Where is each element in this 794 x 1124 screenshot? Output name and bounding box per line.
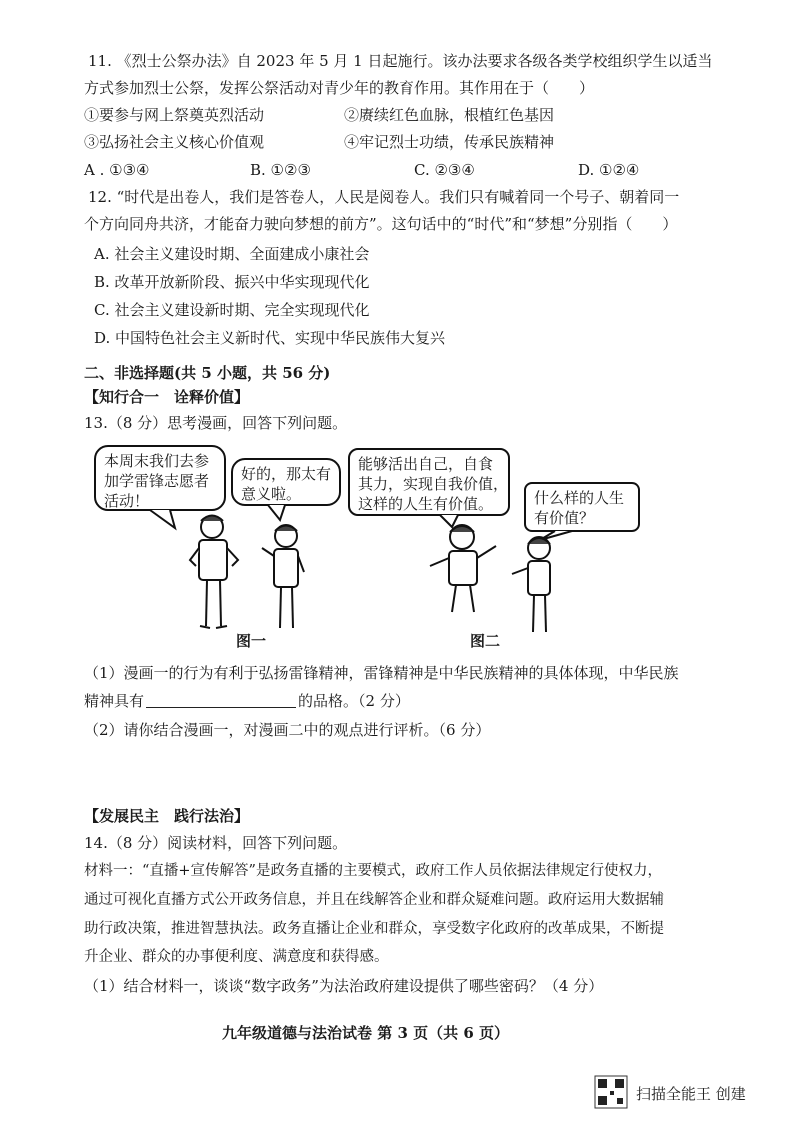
q11-item-1: ①要参与网上祭奠英烈活动 [84, 106, 265, 124]
q11-option-a: A . ①③④ [84, 161, 150, 179]
q11-item-4: ④牢记烈士功绩，传承民族精神 [344, 133, 555, 151]
q14-sub1: （1）结合材料一，谈谈“数字政务”为法治政府建设提供了哪些密码？（4 分） [84, 977, 604, 995]
bubble-4-line: 有价值？ [534, 509, 595, 527]
q12-line1: 12. “时代是出卷人，我们是答卷人，人民是阅卷人。我们只有喊着同一个号子、朝着同一 [88, 188, 680, 206]
q11-item-3: ③弘扬社会主义核心价值观 [84, 133, 265, 151]
q11-option-b: B. ①②③ [250, 161, 311, 179]
bubble-3-line: 其力，实现自我价值， [358, 475, 509, 493]
q14-intro: 14.（8 分）阅读材料，回答下列问题。 [84, 834, 348, 852]
qr-logo-icon [595, 1076, 627, 1108]
bubble-3-line: 能够活出自己，自食 [358, 455, 494, 473]
q13-sub1-line1: （1）漫画一的行为有利于弘扬雷锋精神，雷锋精神是中华民族精神的具体体现，中华民族 [84, 664, 679, 682]
q13-sub2: （2）请你结合漫画一，对漫画二中的观点进行评析。（6 分） [84, 721, 491, 739]
q12-option-d: D. 中国特色社会主义新时代、实现中华民族伟大复兴 [94, 329, 446, 347]
bubble-1-line: 本周末我们去参 [104, 452, 210, 470]
bubble-tail [440, 515, 458, 527]
q13-sub1-suffix: 的品格。（2 分） [298, 692, 410, 710]
bubble-tail [268, 505, 285, 520]
boy-figure-3 [430, 525, 496, 612]
q14-material-line: 材料一：“直播+宣传解答”是政务直播的主要模式，政府工作人员依据法律规定行使权力， [84, 863, 662, 879]
q11-option-c: C. ②③④ [414, 161, 475, 179]
q14-material-line: 助行政决策，推进智慧执法。政务直播让企业和群众，享受数字化政府的改革成果，不断提 [84, 921, 664, 937]
q13-sub1-line2 [84, 690, 410, 712]
page-footer: 九年级道德与法治试卷 第 3 页（共 6 页） [222, 1024, 509, 1042]
q12-option-b: B. 改革开放新阶段、振兴中华实现现代化 [94, 273, 370, 291]
caption-figure-1: 图一 [236, 632, 267, 650]
q13-sub1-prefix: 精神具有 [84, 692, 145, 710]
subsection-heading-1: 【知行合一 诠释价值】 [84, 388, 250, 406]
q12-option-c: C. 社会主义建设新时期、完全实现现代化 [94, 301, 370, 319]
q13-intro: 13.（8 分）思考漫画，回答下列问题。 [84, 414, 348, 432]
bubble-2-line: 好的，那太有 [241, 465, 332, 483]
q14-material-line: 升企业、群众的办事便利度、满意度和获得感。 [84, 949, 389, 965]
bubble-2-line: 意义啦。 [241, 485, 302, 503]
bubble-4-line: 什么样的人生 [534, 489, 625, 507]
answer-blank[interactable] [146, 693, 296, 708]
q12-line2: 个方向同舟共济，才能奋力驶向梦想的前方”。这句话中的“时代”和“梦想”分别指（ ） [84, 215, 678, 233]
q12-option-a: A. 社会主义建设时期、全面建成小康社会 [94, 245, 370, 263]
bubble-1-line: 加学雷锋志愿者 [104, 472, 210, 490]
scanner-watermark: 扫描全能王 创建 [636, 1085, 746, 1103]
caption-figure-2: 图二 [470, 632, 501, 650]
q14-material-line: 通过可视化直播方式公开政务信息，并且在线解答企业和群众疑难问题。政府运用大数据辅 [84, 892, 664, 908]
q11-item-2: ②赓续红色血脉，根植红色基因 [344, 106, 555, 124]
bubble-3-line: 这样的人生有价值。 [358, 495, 494, 513]
q11-line1: 11. 《烈士公祭办法》自 2023 年 5 月 1 日起施行。该办法要求各级各类学校组织学生以适当 [88, 52, 713, 70]
q11-line2: 方式参加烈士公祭，发挥公祭活动对青少年的教育作用。其作用在于（ ） [84, 79, 595, 97]
boy-figure-2 [262, 525, 304, 628]
q11-option-d: D. ①②④ [578, 161, 640, 179]
section-heading: 二、非选择题(共 5 小题，共 56 分) [84, 364, 331, 382]
bubble-tail [150, 510, 175, 528]
boy-figure-1 [190, 516, 238, 629]
bubble-1-line: 活动！ [104, 492, 150, 510]
subsection-heading-2: 【发展民主 践行法治】 [84, 807, 250, 825]
girl-figure [512, 537, 550, 632]
